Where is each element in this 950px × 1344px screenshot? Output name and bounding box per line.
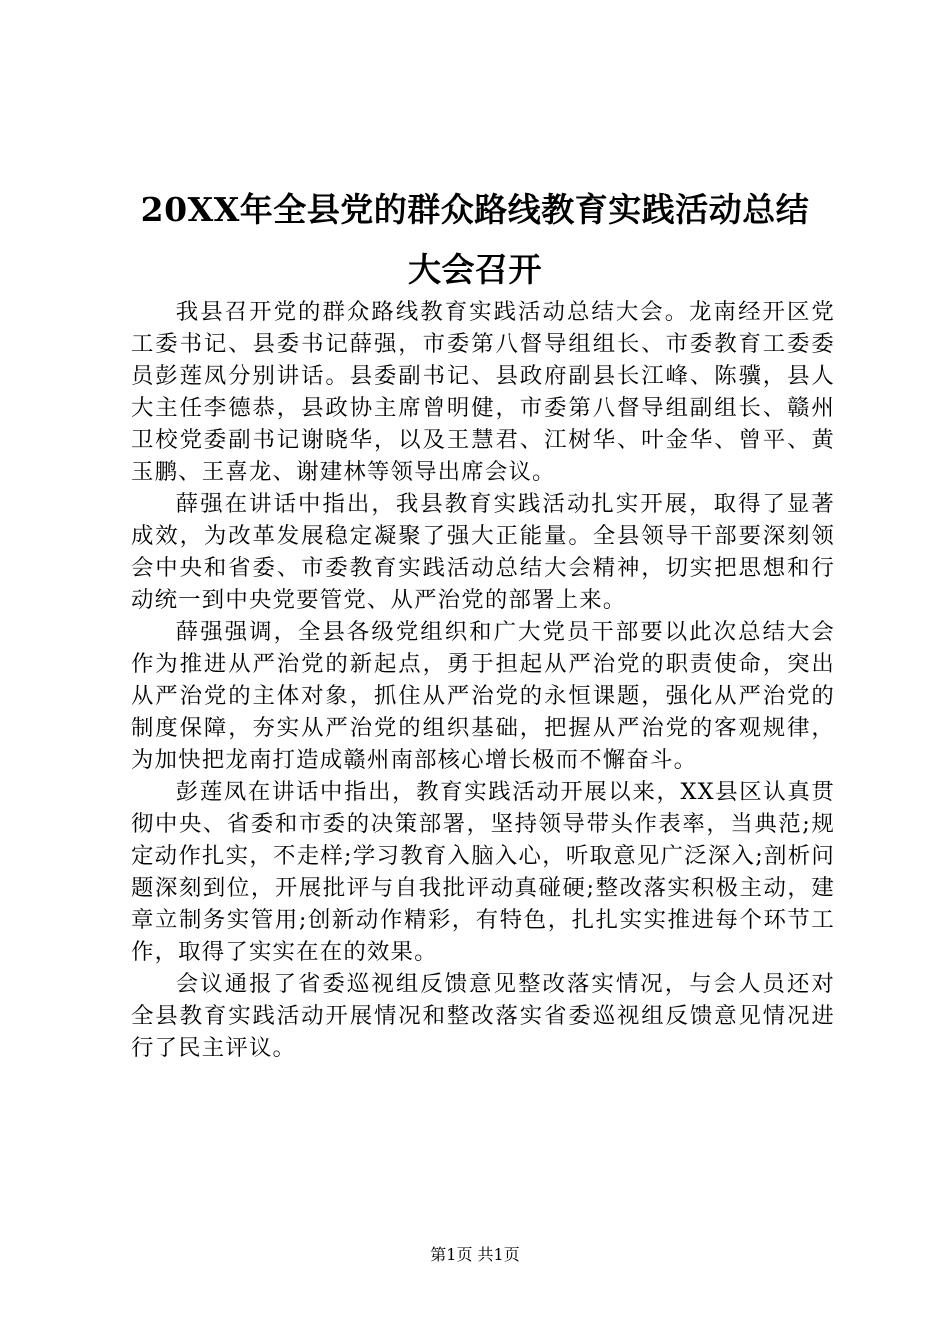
document-title-line-1: 20XX年全县党的群众路线教育实践活动总结: [140, 190, 810, 229]
paragraph-4: 彭莲凤在讲话中指出，教育实践活动开展以来，XX县区认真贯彻中央、省委和市委的决策部署，坚持领导带头作表率，当典范;规定动作扎实，不走样;学习教育入脑入心，听取意见广泛深入;剖析问题深刻到位，开展批评与自我批评动真碰硬;整改落实积极主动，建章立制务实管用;创新动作精彩，有特色，扎扎实实推进每个环节工作，取得了实实在在的效果。: [131, 779, 835, 965]
paragraph-3: 薛强强调，全县各级党组织和广大党员干部要以此次总结大会作为推进从严治党的新起点，勇于担起从严治党的职责使命，突出从严治党的主体对象，抓住从严治党的永恒课题，强化从严治党的制度保障，夯实从严治党的组织基础，把握从严治党的客观规律，为加快把龙南打造成赣州南部核心增长极而不懈奋斗。: [131, 619, 835, 773]
document-title-line-2: 大会召开: [408, 250, 542, 289]
document-body: [131, 296, 835, 1064]
paragraph-2: 薛强在讲话中指出，我县教育实践活动扎实开展，取得了显著成效，为改革发展稳定凝聚了强大正能量。全县领导干部要深刻领会中央和省委、市委教育实践活动总结大会精神，切实把思想和行动统一到中央党要管党、从严治党的部署上来。: [131, 491, 835, 613]
paragraph-5: 会议通报了省委巡视组反馈意见整改落实情况，与会人员还对全县教育实践活动开展情况和整改落实省委巡视组反馈意见情况进行了民主评议。: [131, 971, 835, 1061]
paragraph-1: 我县召开党的群众路线教育实践活动总结大会。龙南经开区党工委书记、县委书记薛强，市委第八督导组组长、市委教育工委委员彭莲凤分别讲话。县委副书记、县政府副县长江峰、陈骥，县人大主任李德恭，县政协主席曾明健，市委第八督导组副组长、赣州卫校党委副书记谢晓华，以及王慧君、江树华、叶金华、曾平、黄玉鹏、王喜龙、谢建林等领导出席会议。: [131, 299, 835, 485]
page-number-footer: 第1页 共1页: [430, 1245, 520, 1264]
